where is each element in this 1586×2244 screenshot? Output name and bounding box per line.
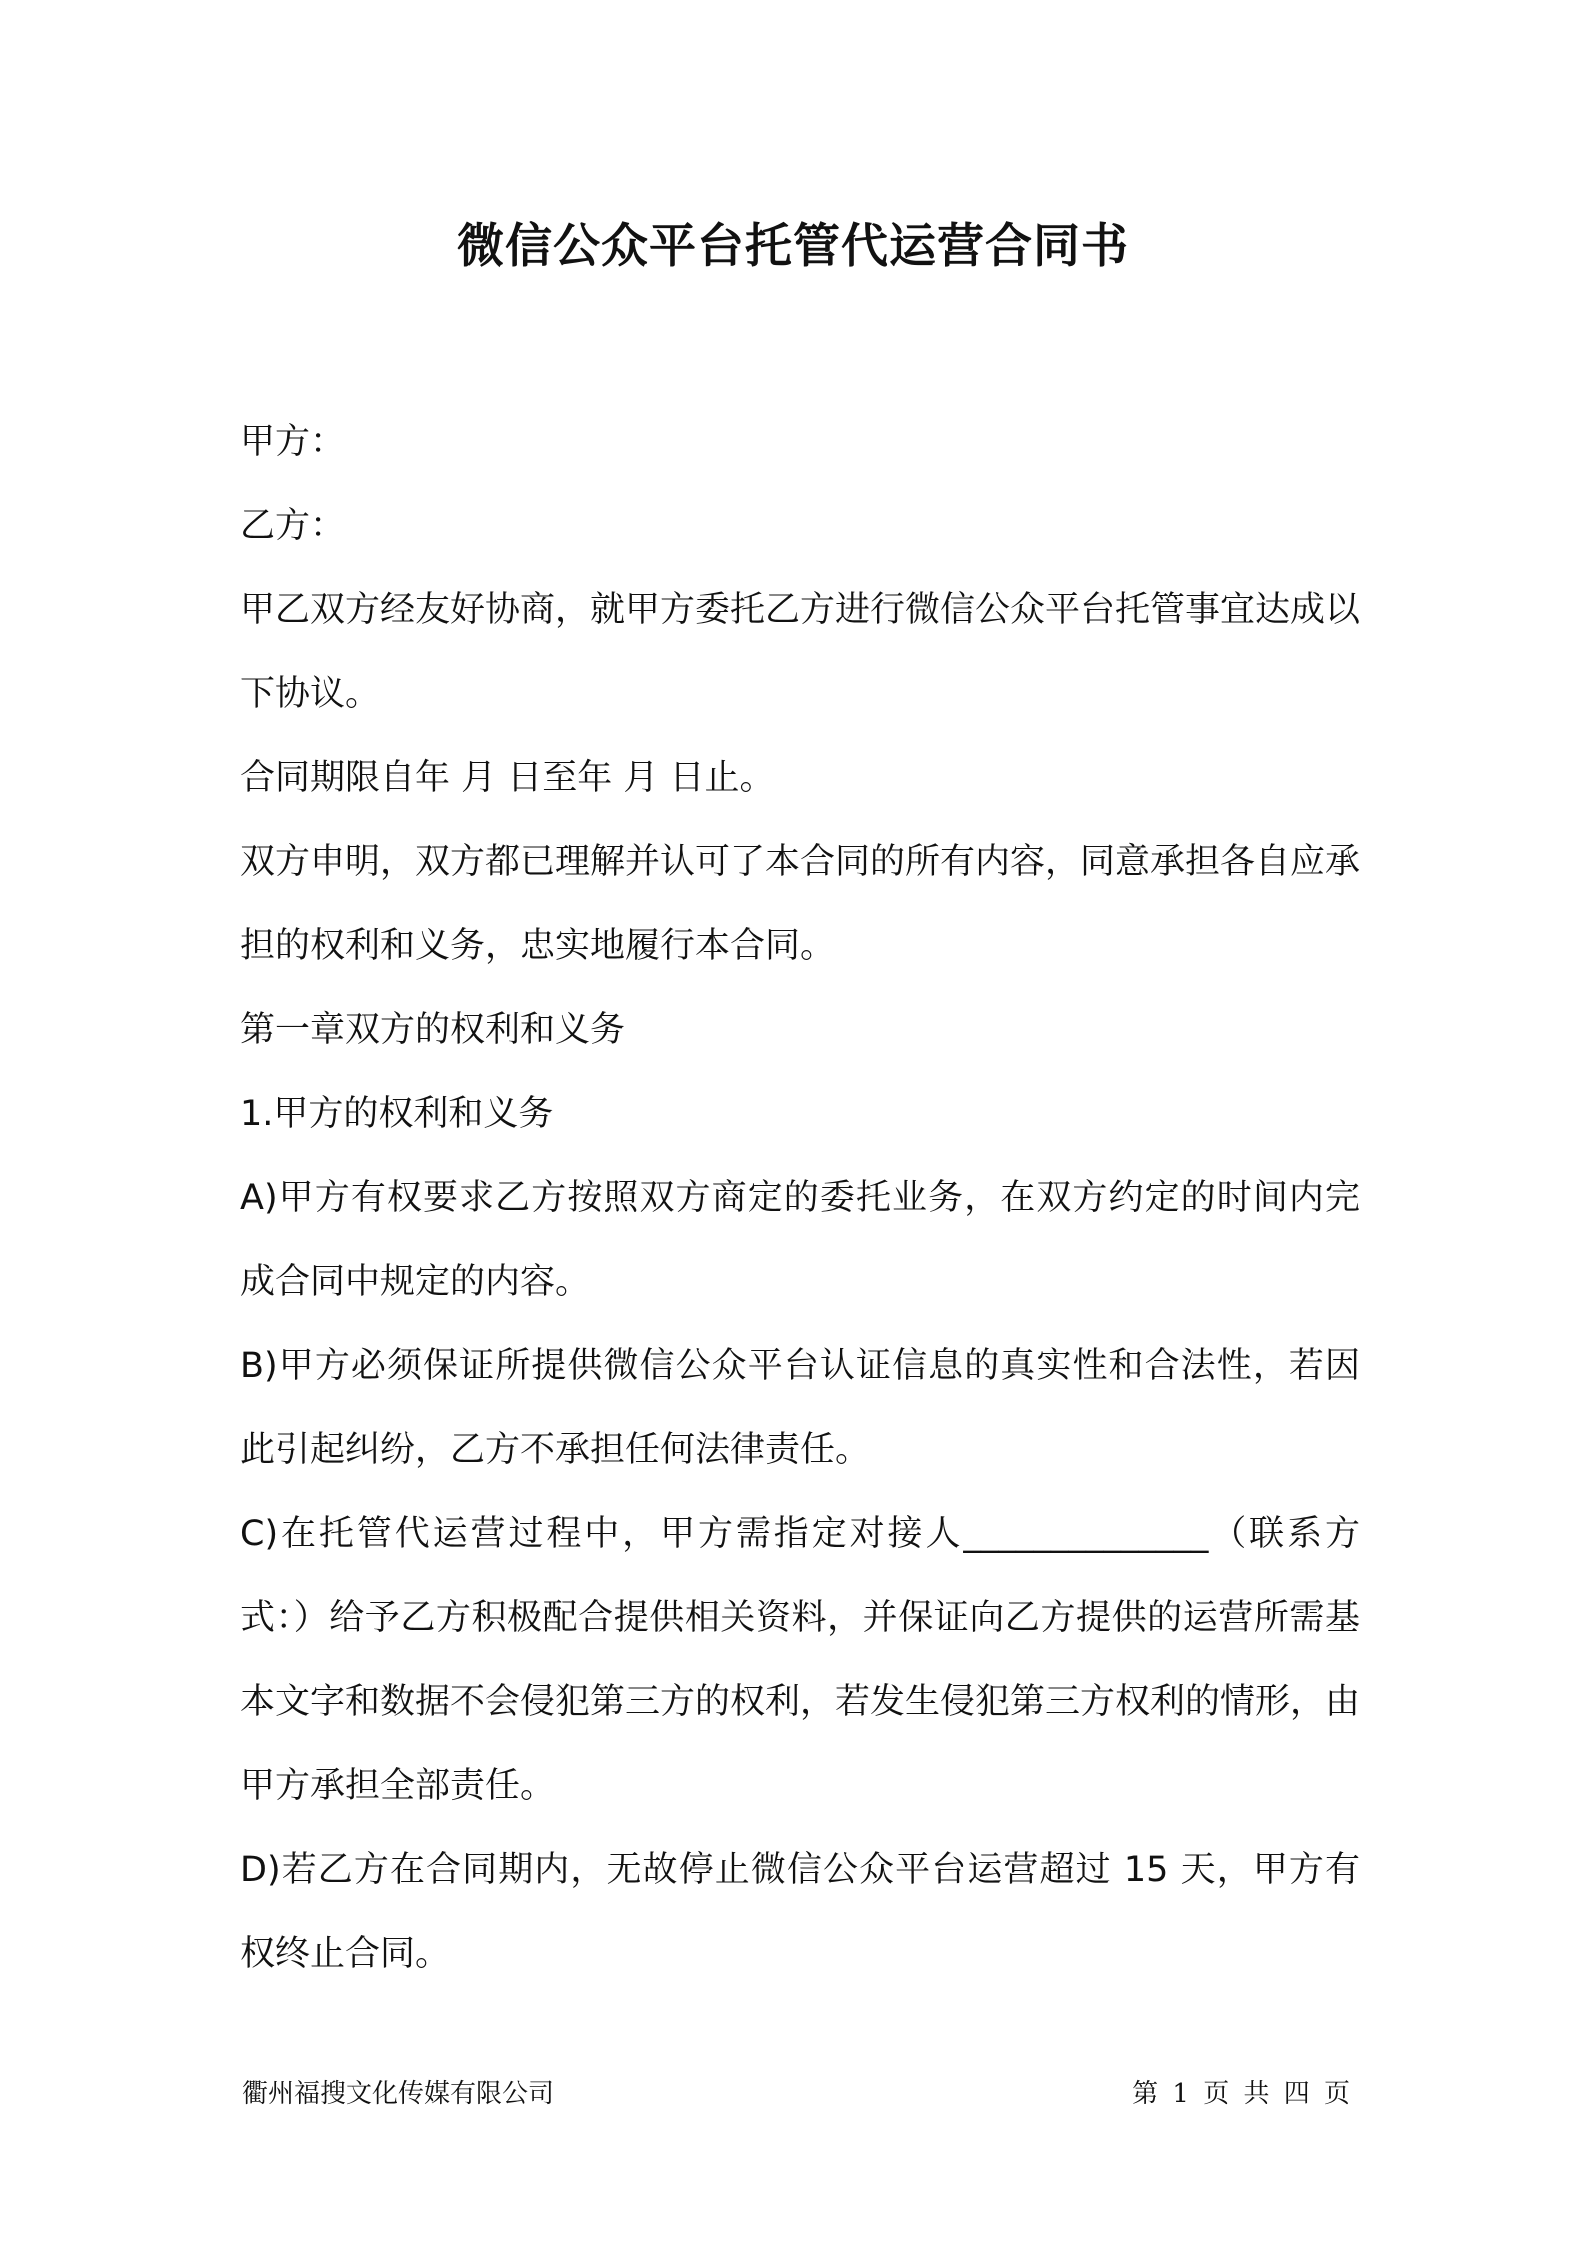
- document-title: 微信公众平台托管代运营合同书: [457, 219, 1129, 274]
- preamble-paragraph: 甲乙双方经友好协商，就甲方委托乙方进行微信公众平台托管事宜达成以下协议。: [240, 590, 1361, 714]
- footer-page-number: 第 1 页 共 四 页: [1132, 2079, 1350, 2109]
- contract-term-paragraph: 合同期限自年 月 日至年 月 日止。: [240, 758, 775, 798]
- footer-company: 衢州福搜文化传媒有限公司: [242, 2079, 555, 2109]
- section-heading: 1.甲方的权利和义务: [240, 1094, 554, 1134]
- clause-d: D)若乙方在合同期内，无故停止微信公众平台运营超过 15 天，甲方有权终止合同。: [240, 1850, 1360, 1974]
- clause-a: A)甲方有权要求乙方按照双方商定的委托业务，在双方约定的时间内完成合同中规定的内容。: [240, 1178, 1360, 1302]
- chapter-heading: 第一章双方的权利和义务: [240, 1010, 626, 1050]
- document-body: [240, 400, 1360, 1996]
- declaration-paragraph: 双方申明，双方都已理解并认可了本合同的所有内容，同意承担各自应承担的权利和义务，忠实地履行本合同。: [240, 842, 1361, 966]
- party-a-line: 甲方：: [240, 422, 346, 462]
- clause-c: C)在托管代运营过程中，甲方需指定对接人______________（联系方式：）给予乙方积极配合提供相关资料，并保证向乙方提供的运营所需基本文字和数据不会侵犯第三方的权利，若发生侵犯第三方权利的情形，由甲方承担全部责任。: [240, 1514, 1361, 1806]
- party-b-line: 乙方：: [240, 506, 346, 546]
- clause-b: B)甲方必须保证所提供微信公众平台认证信息的真实性和合法性，若因此引起纠纷，乙方不承担任何法律责任。: [240, 1346, 1360, 1470]
